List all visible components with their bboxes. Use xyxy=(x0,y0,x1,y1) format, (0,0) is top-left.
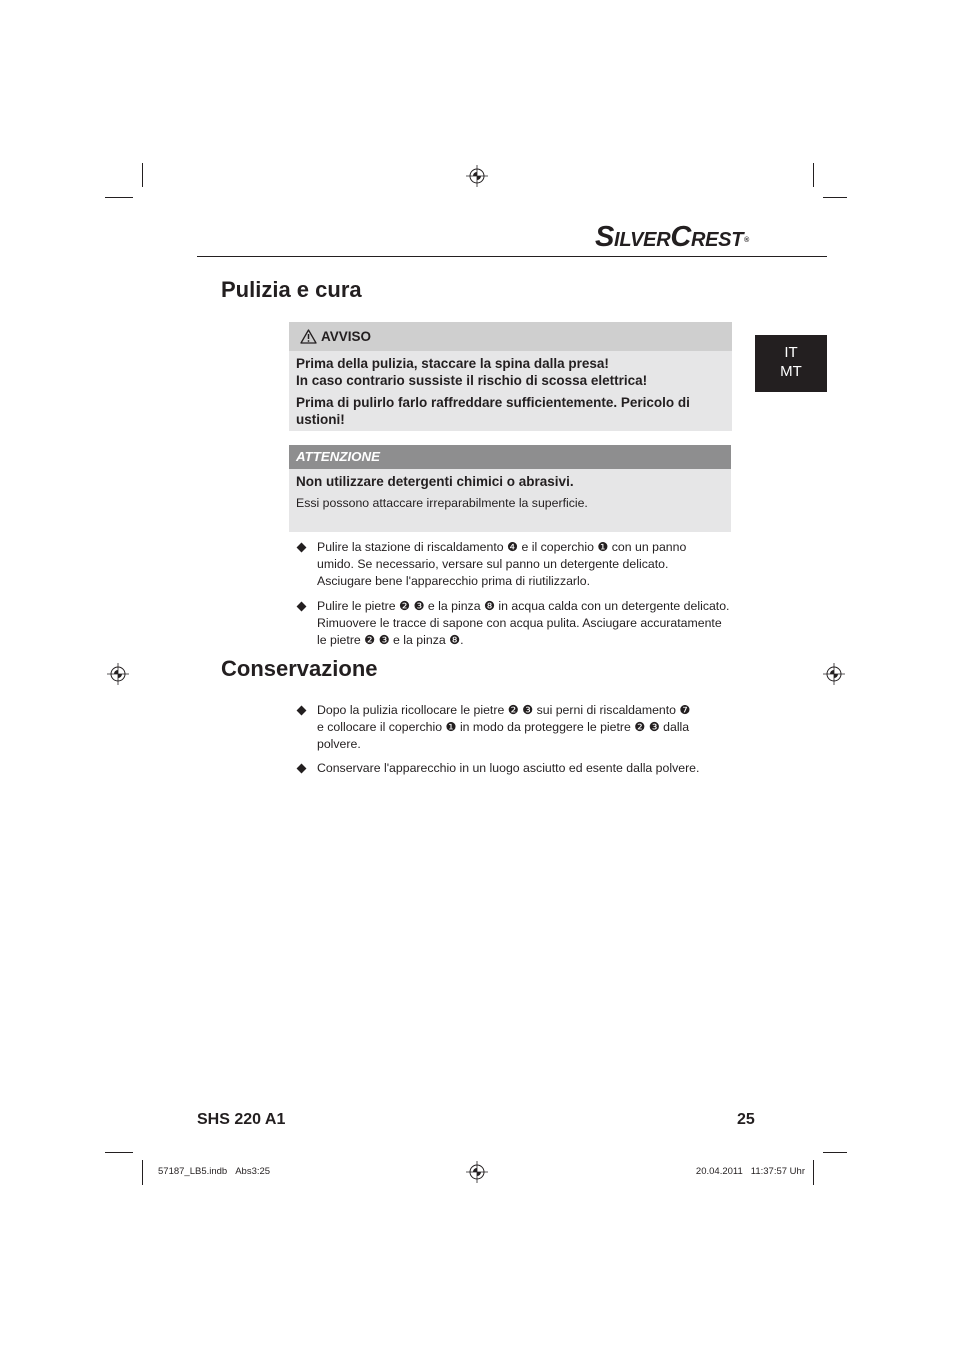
bullet-diamond-icon xyxy=(296,706,306,716)
page-number: 25 xyxy=(737,1111,755,1128)
language-tab xyxy=(755,335,827,392)
registration-mark-icon xyxy=(823,663,845,685)
footer-model-number: SHS 220 A1 xyxy=(197,1111,286,1128)
section-title-cleaning: Pulizia e cura xyxy=(221,277,362,302)
list-item-text xyxy=(317,760,699,777)
warning-text-line: Prima di pulirlo farlo raffreddare sufficientemente. Pericolo di xyxy=(296,395,690,410)
text-line: e collocare il coperchio ❶ in modo da proteggere le pietre ❷ ❸ dalla xyxy=(317,720,690,734)
print-time: 11:37:57 Uhr xyxy=(750,1166,805,1177)
print-page-ref: Abs3:25 xyxy=(235,1166,271,1177)
crop-mark-top-left-h xyxy=(105,197,133,198)
crop-mark-bottom-left-v xyxy=(142,1160,143,1185)
list-item-text xyxy=(317,598,729,649)
list-item-text xyxy=(317,702,690,753)
registration-mark-icon xyxy=(466,165,488,187)
warning-header xyxy=(289,322,732,351)
crop-mark-bottom-left-h xyxy=(105,1152,133,1153)
text-line: Conservare l'apparecchio in un luogo asciutto ed esente dalla polvere. xyxy=(317,761,700,775)
text-line: Pulire le pietre ❷ ❸ e la pinza ❽ in acqua calda con un detergente delicato. xyxy=(317,599,730,613)
brand-logo xyxy=(560,222,749,252)
print-slug-file xyxy=(158,1166,270,1178)
warning-text-line: In caso contrario sussiste il rischio di scossa elettrica! xyxy=(296,373,648,388)
bullet-diamond-icon xyxy=(296,764,306,774)
caution-label: ATTENZIONE xyxy=(296,449,380,464)
crop-mark-top-right-h xyxy=(823,197,847,198)
crop-mark-top-right-v xyxy=(813,163,814,187)
crop-mark-top-left-v xyxy=(142,163,143,187)
crop-mark-bottom-right-h xyxy=(823,1152,847,1153)
text-line: le pietre ❷ ❸ e la pinza ❽. xyxy=(317,633,464,647)
text-line: polvere. xyxy=(317,737,361,751)
list-item-text xyxy=(317,539,686,590)
print-slug-timestamp xyxy=(650,1166,805,1178)
text-line: Asciugare bene l'apparecchio prima di riutilizzarlo. xyxy=(317,574,591,588)
bullet-diamond-icon xyxy=(296,543,306,553)
bullet-diamond-icon xyxy=(296,602,306,612)
warning-text-line: Prima della pulizia, staccare la spina dalla presa! xyxy=(296,356,609,371)
text-line: Dopo la pulizia ricollocare le pietre ❷ ❸ sui perni di riscaldamento ❼ xyxy=(317,703,691,717)
caution-box xyxy=(289,445,731,532)
warning-box xyxy=(289,322,732,431)
language-tab-line: IT xyxy=(784,344,798,361)
registration-mark-icon xyxy=(107,663,129,685)
caution-heading: Non utilizzare detergenti chimici o abrasivi. xyxy=(296,474,574,489)
section-title-storage: Conservazione xyxy=(221,656,378,681)
caution-header xyxy=(289,445,731,469)
print-date: 20.04.2011 xyxy=(695,1166,743,1177)
text-line: Pulire la stazione di riscaldamento ❹ e il coperchio ❶ con un panno xyxy=(317,540,687,554)
warning-triangle-icon xyxy=(300,329,317,344)
registration-mark-icon xyxy=(466,1161,488,1183)
crop-mark-bottom-right-v xyxy=(813,1160,814,1185)
brand-name: SilverCrest xyxy=(595,221,744,253)
caution-text: Essi possono attaccare irreparabilmente la superficie. xyxy=(296,496,588,510)
print-file-name: 57187_LB5.indb xyxy=(158,1166,228,1177)
warning-label: AVVISO xyxy=(321,329,372,344)
header-rule xyxy=(197,256,827,257)
text-line: umido. Se necessario, versare sul panno un detergente delicato. xyxy=(317,557,669,571)
registered-mark: ® xyxy=(744,237,749,244)
warning-text-line: ustioni! xyxy=(296,412,345,427)
language-tab-line: MT xyxy=(780,363,802,380)
text-line: Rimuovere le tracce di sapone con acqua pulita. Asciugare accuratamente xyxy=(317,616,722,630)
